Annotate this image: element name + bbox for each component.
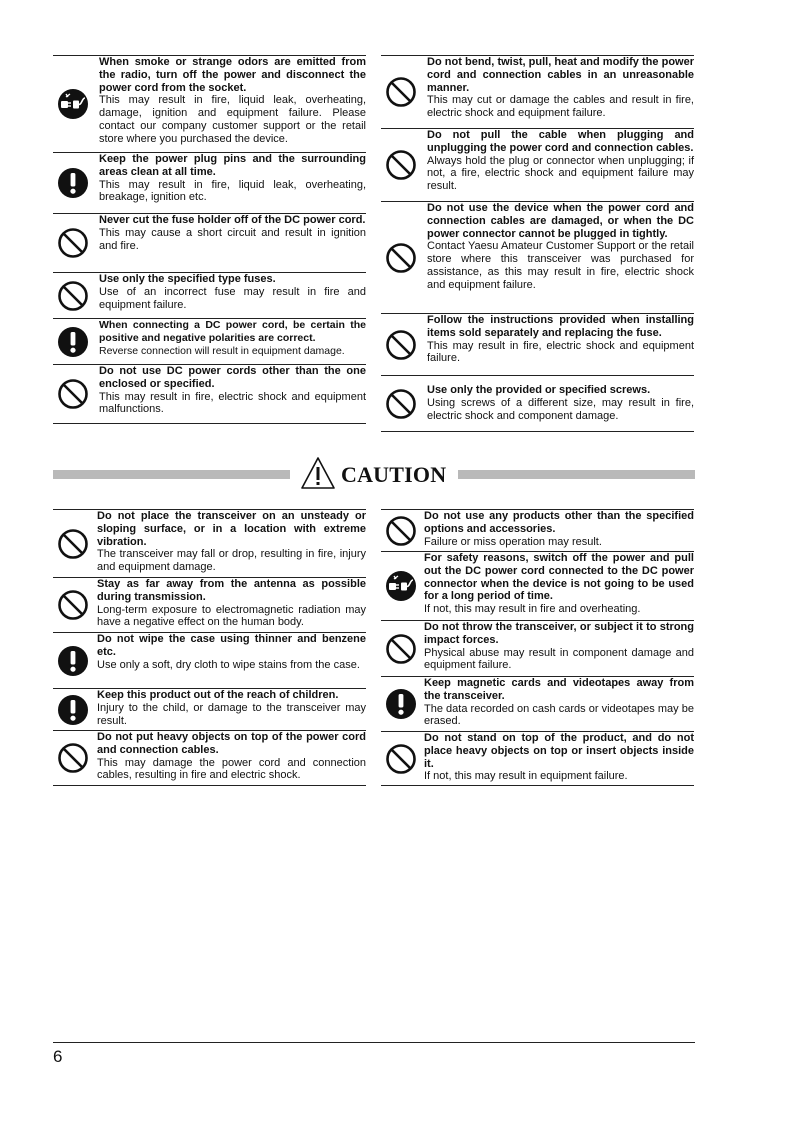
mandatory-icon bbox=[57, 694, 89, 726]
caution-heading bbox=[300, 456, 450, 490]
item-heading: Do not bend, twist, pull, heat and modify the power cord and connection cables in an unreasonable manner. bbox=[427, 56, 694, 94]
item-body: Long-term exposure to electromagnetic radiation may have a negative effect on the human body. bbox=[97, 603, 366, 629]
prohibited-icon bbox=[385, 515, 417, 547]
prohibited-icon bbox=[385, 149, 417, 181]
caution-triangle-icon bbox=[300, 456, 336, 490]
item-body: This may result in fire, liquid leak, overheating, damage, ignition and equipment failure. Please contact our company customer support or the retail store where you purchased the device. bbox=[99, 94, 366, 145]
safety-item bbox=[381, 676, 694, 731]
mandatory-icon bbox=[57, 167, 89, 199]
safety-item bbox=[53, 364, 366, 424]
safety-item bbox=[381, 620, 694, 676]
item-body: If not, this may result in fire and overheating. bbox=[424, 603, 641, 616]
warning-left-column bbox=[53, 55, 366, 424]
safety-item bbox=[381, 201, 694, 313]
safety-item bbox=[381, 551, 694, 620]
safety-item bbox=[53, 152, 366, 213]
item-heading: Do not put heavy objects on top of the power cord and connection cables. bbox=[97, 731, 366, 756]
prohibited-icon bbox=[385, 743, 417, 775]
item-body: Always hold the plug or connector when unplugging; if not, a fire, electric shock and equipment failure may result. bbox=[427, 154, 694, 193]
item-heading: When connecting a DC power cord, be certain the positive and negative polarities are correct. bbox=[99, 319, 366, 344]
unplug-icon bbox=[57, 88, 89, 120]
item-heading: Use only the specified type fuses. bbox=[99, 273, 276, 285]
safety-item bbox=[53, 577, 366, 632]
item-heading: Do not use the device when the power cord and connection cables are damaged, or when the DC power connector cannot be plugged in tightly. bbox=[427, 202, 694, 240]
item-heading: Do not use DC power cords other than the one enclosed or specified. bbox=[99, 365, 366, 390]
caution-right-column bbox=[381, 509, 694, 786]
item-heading: Keep the power plug pins and the surrounding areas clean at all time. bbox=[99, 153, 366, 178]
prohibited-icon bbox=[57, 378, 89, 410]
item-body: This may cut or damage the cables and result in fire, electric shock and equipment failure. bbox=[427, 94, 694, 120]
item-heading: Do not use any products other than the specified options and accessories. bbox=[424, 510, 694, 535]
safety-item bbox=[53, 632, 366, 688]
item-heading: Keep this product out of the reach of children. bbox=[97, 689, 339, 701]
prohibited-icon bbox=[57, 589, 89, 621]
item-body: If not, this may result in equipment failure. bbox=[424, 770, 628, 783]
mandatory-icon bbox=[57, 645, 89, 677]
item-body: Failure or miss operation may result. bbox=[424, 535, 602, 548]
prohibited-icon bbox=[385, 76, 417, 108]
prohibited-icon bbox=[57, 528, 89, 560]
safety-item bbox=[53, 272, 366, 318]
prohibited-icon bbox=[57, 227, 89, 259]
prohibited-icon bbox=[385, 242, 417, 274]
item-body: Physical abuse may result in component damage and equipment failure. bbox=[424, 646, 694, 672]
prohibited-icon bbox=[385, 633, 417, 665]
safety-item bbox=[53, 688, 366, 730]
item-body: This may result in fire, electric shock and equipment malfunctions. bbox=[99, 390, 366, 416]
item-body: Reverse connection will result in equipment damage. bbox=[99, 344, 345, 357]
item-body: This may result in fire, electric shock and equipment failure. bbox=[427, 339, 694, 365]
item-heading: Do not throw the transceiver, or subject it to strong impact forces. bbox=[424, 621, 694, 646]
caution-bar-left bbox=[53, 470, 290, 479]
prohibited-icon bbox=[385, 388, 417, 420]
safety-item bbox=[381, 375, 694, 432]
footer-rule bbox=[53, 1042, 695, 1043]
safety-item bbox=[381, 313, 694, 375]
safety-item bbox=[53, 213, 366, 272]
safety-item bbox=[381, 509, 694, 551]
item-body: The data recorded on cash cards or videotapes may be erased. bbox=[424, 702, 694, 728]
prohibited-icon bbox=[57, 742, 89, 774]
warning-right-column bbox=[381, 55, 694, 432]
prohibited-icon bbox=[57, 280, 89, 312]
item-heading: When smoke or strange odors are emitted from the radio, turn off the power and disconnect the power cord from the socket. bbox=[99, 56, 366, 94]
safety-item bbox=[53, 509, 366, 577]
safety-item bbox=[53, 55, 366, 152]
item-body: The transceiver may fall or drop, resulting in fire, injury and equipment damage. bbox=[97, 548, 366, 574]
caution-bar-right bbox=[458, 470, 695, 479]
item-heading: Stay as far away from the antenna as possible during transmission. bbox=[97, 578, 366, 603]
safety-item bbox=[381, 128, 694, 201]
caution-left-column bbox=[53, 509, 366, 786]
item-body: Use only a soft, dry cloth to wipe stains from the case. bbox=[97, 658, 360, 671]
item-heading: Do not pull the cable when plugging and unplugging the power cord and connection cables. bbox=[427, 129, 694, 154]
safety-item bbox=[381, 731, 694, 786]
item-body: This may damage the power cord and connection cables, resulting in fire and electric shock. bbox=[97, 756, 366, 782]
item-body: Using screws of a different size, may result in fire, electric shock and component damage. bbox=[427, 396, 694, 422]
item-body: This may result in fire, liquid leak, overheating, breakage, ignition etc. bbox=[99, 178, 366, 204]
item-heading: Follow the instructions provided when installing items sold separately and replacing the fuse. bbox=[427, 314, 694, 339]
item-body: Contact Yaesu Amateur Customer Support or the retail store where this transceiver was purchased for assistance, as this may result in fire, electric shock and equipment failure. bbox=[427, 240, 694, 291]
caution-title: CAUTION bbox=[341, 462, 447, 487]
safety-item bbox=[53, 318, 366, 364]
prohibited-icon bbox=[385, 329, 417, 361]
safety-item bbox=[381, 55, 694, 128]
item-heading: Keep magnetic cards and videotapes away from the transceiver. bbox=[424, 677, 694, 702]
item-heading: For safety reasons, switch off the power and pull out the DC power cord connected to the DC power connector when the device is not going to be used for a long period of time. bbox=[424, 552, 694, 603]
unplug-icon bbox=[385, 570, 417, 602]
item-heading: Do not stand on top of the product, and do not place heavy objects on top or insert objects inside it. bbox=[424, 732, 694, 770]
item-heading: Do not wipe the case using thinner and benzene etc. bbox=[97, 633, 366, 658]
mandatory-icon bbox=[57, 326, 89, 358]
item-heading: Never cut the fuse holder off of the DC power cord. bbox=[99, 214, 366, 226]
item-heading: Use only the provided or specified screws. bbox=[427, 384, 651, 396]
item-body: This may cause a short circuit and result in ignition and fire. bbox=[99, 226, 366, 252]
item-body: Injury to the child, or damage to the transceiver may result. bbox=[97, 701, 366, 727]
item-heading: Do not place the transceiver on an unsteady or sloping surface, or in a location with extreme vibration. bbox=[97, 510, 366, 548]
safety-item bbox=[53, 730, 366, 786]
page-number: 6 bbox=[53, 1047, 63, 1066]
item-body: Use of an incorrect fuse may result in fire and equipment failure. bbox=[99, 285, 366, 311]
mandatory-icon bbox=[385, 688, 417, 720]
